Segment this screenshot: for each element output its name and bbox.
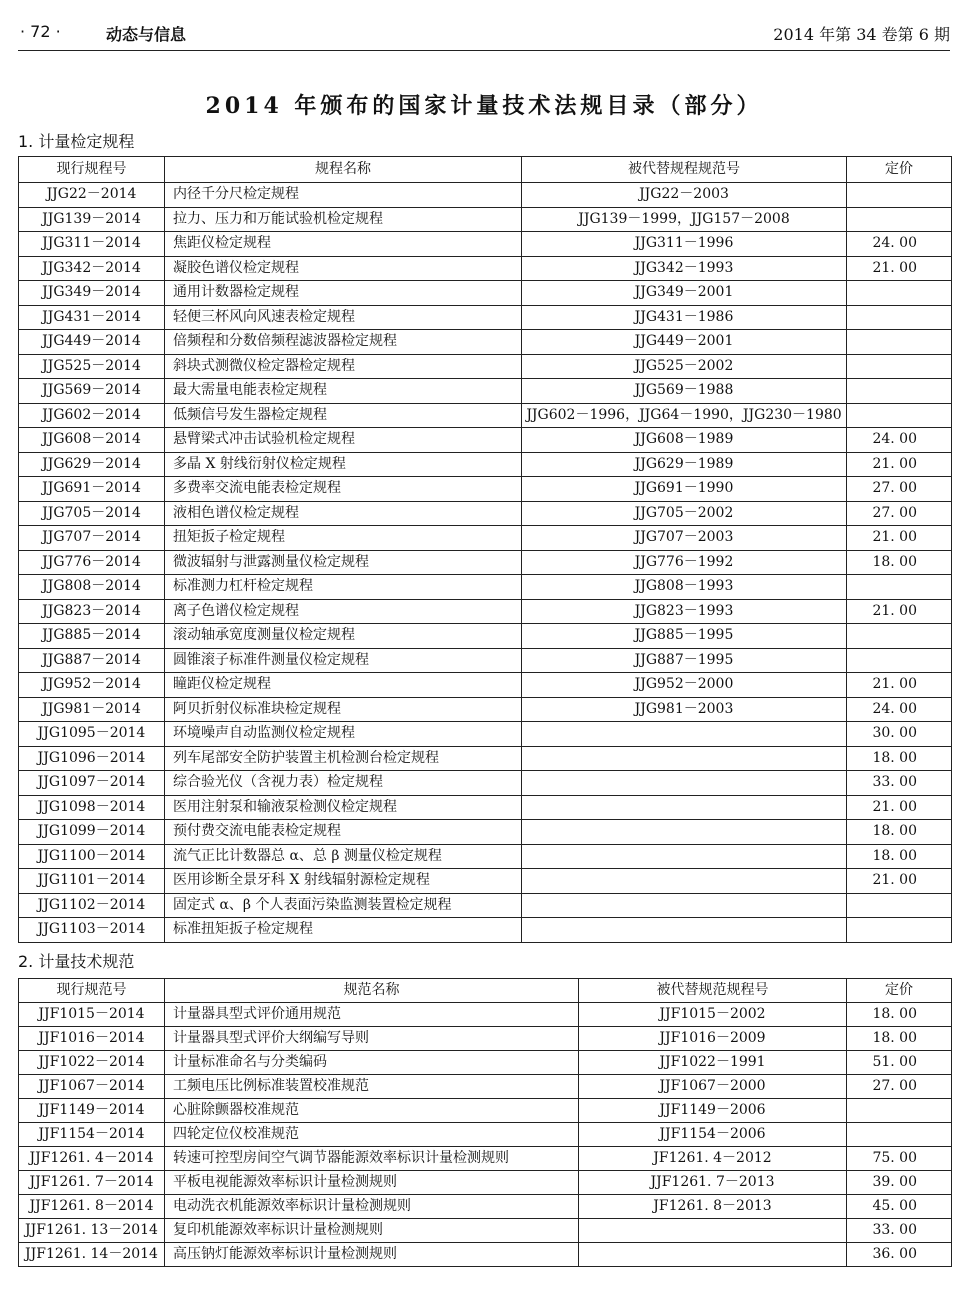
- price-cell: [847, 1123, 952, 1147]
- table-row: [19, 354, 952, 379]
- regulation-number-cell: JJG952－2014: [19, 673, 165, 698]
- replaced-number-cell: JJF1015－2002: [579, 1003, 847, 1027]
- replaced-number-cell: JJG823－1993: [522, 599, 847, 624]
- table-row: [19, 869, 952, 894]
- table-row: [19, 477, 952, 502]
- table-row: [19, 330, 952, 355]
- replaced-number-cell: [579, 1243, 847, 1267]
- table-row: [19, 1027, 952, 1051]
- price-cell: [847, 281, 952, 306]
- regulation-name-cell: 最大需量电能表检定规程: [165, 379, 522, 404]
- table-row: [19, 844, 952, 869]
- replaced-number-cell: [522, 893, 847, 918]
- table-row: [19, 918, 952, 943]
- regulation-number-cell: JJG1101－2014: [19, 869, 165, 894]
- table-row: [19, 256, 952, 281]
- table-row: [19, 1171, 952, 1195]
- replaced-number-cell: [522, 771, 847, 796]
- table-row: [19, 1243, 952, 1267]
- replaced-number-cell: [522, 746, 847, 771]
- regulation-name-cell: 焦距仪检定规程: [165, 232, 522, 257]
- regulation-number-cell: JJF1261. 13－2014: [19, 1219, 165, 1243]
- regulation-name-cell: 拉力、压力和万能试验机检定规程: [165, 207, 522, 232]
- column-header: 定价: [847, 157, 952, 183]
- regulation-name-cell: 医用诊断全景牙科 X 射线辐射源检定规程: [165, 869, 522, 894]
- table-header-row: [19, 979, 952, 1003]
- table-header-row: [19, 157, 952, 183]
- price-cell: [847, 575, 952, 600]
- regulation-name-cell: 电动洗衣机能源效率标识计量检测规则: [165, 1195, 579, 1219]
- price-cell: 18. 00: [847, 550, 952, 575]
- price-cell: 21. 00: [847, 869, 952, 894]
- regulation-name-cell: 液相色谱仪检定规程: [165, 501, 522, 526]
- replaced-number-cell: JJG139－1999，JJG157－2008: [522, 207, 847, 232]
- price-cell: 39. 00: [847, 1171, 952, 1195]
- price-cell: 18. 00: [847, 746, 952, 771]
- regulation-name-cell: 工频电压比例标准装置校准规范: [165, 1075, 579, 1099]
- replaced-number-cell: JJG887－1995: [522, 648, 847, 673]
- price-cell: 27. 00: [847, 1075, 952, 1099]
- replaced-number-cell: JF1261. 4－2012: [579, 1147, 847, 1171]
- regulation-name-cell: 列车尾部安全防护装置主机检测台检定规程: [165, 746, 522, 771]
- regulation-number-cell: JJG823－2014: [19, 599, 165, 624]
- regulation-name-cell: 轻便三杯风向风速表检定规程: [165, 305, 522, 330]
- replaced-number-cell: JJG705－2002: [522, 501, 847, 526]
- price-cell: 24. 00: [847, 697, 952, 722]
- regulation-number-cell: JJG707－2014: [19, 526, 165, 551]
- table-row: [19, 428, 952, 453]
- page-title: 2014 年颁布的国家计量技术法规目录（部分）: [205, 93, 763, 119]
- table-row: [19, 673, 952, 698]
- replaced-number-cell: [579, 1219, 847, 1243]
- replaced-number-cell: JJG342－1993: [522, 256, 847, 281]
- regulation-number-cell: JJG1100－2014: [19, 844, 165, 869]
- column-header: 现行规程号: [19, 157, 165, 183]
- table-row: [19, 1075, 952, 1099]
- regulation-name-cell: 多费率交流电能表检定规程: [165, 477, 522, 502]
- replaced-number-cell: JF1261. 8－2013: [579, 1195, 847, 1219]
- regulation-number-cell: JJG808－2014: [19, 575, 165, 600]
- regulation-name-cell: 固定式 α、β 个人表面污染监测装置检定规程: [165, 893, 522, 918]
- replaced-number-cell: JJF1149－2006: [579, 1099, 847, 1123]
- table-row: [19, 746, 952, 771]
- regulation-number-cell: JJG1096－2014: [19, 746, 165, 771]
- replaced-number-cell: JJG691－1990: [522, 477, 847, 502]
- table-row: [19, 1123, 952, 1147]
- price-cell: 27. 00: [847, 501, 952, 526]
- regulation-number-cell: JJG1103－2014: [19, 918, 165, 943]
- regulation-name-cell: 离子色谱仪检定规程: [165, 599, 522, 624]
- column-header: 规程名称: [165, 157, 522, 183]
- regulation-number-cell: JJG1099－2014: [19, 820, 165, 845]
- regulation-name-cell: 多晶 X 射线衍射仪检定规程: [165, 452, 522, 477]
- table-row: [19, 232, 952, 257]
- price-cell: 21. 00: [847, 673, 952, 698]
- replaced-number-cell: JJG952－2000: [522, 673, 847, 698]
- regulation-name-cell: 斜块式测微仪检定器检定规程: [165, 354, 522, 379]
- regulation-name-cell: 四轮定位仪校准规范: [165, 1123, 579, 1147]
- regulation-name-cell: 预付费交流电能表检定规程: [165, 820, 522, 845]
- table-row: [19, 1147, 952, 1171]
- column-header: 定价: [847, 979, 952, 1003]
- technical-specifications-table: [18, 978, 952, 1267]
- section-heading-regulations: 1. 计量检定规程: [18, 132, 135, 151]
- regulation-name-cell: 心脏除颤器校准规范: [165, 1099, 579, 1123]
- regulation-number-cell: JJG1102－2014: [19, 893, 165, 918]
- price-cell: 21. 00: [847, 256, 952, 281]
- replaced-number-cell: JJG629－1989: [522, 452, 847, 477]
- page-header: [18, 18, 950, 51]
- regulation-name-cell: 高压钠灯能源效率标识计量检测规则: [165, 1243, 579, 1267]
- table-row: [19, 1003, 952, 1027]
- table-row: [19, 501, 952, 526]
- price-cell: [847, 379, 952, 404]
- regulation-number-cell: JJF1022－2014: [19, 1051, 165, 1075]
- regulation-name-cell: 凝胶色谱仪检定规程: [165, 256, 522, 281]
- replaced-number-cell: [522, 820, 847, 845]
- regulation-number-cell: JJF1261. 4－2014: [19, 1147, 165, 1171]
- replaced-number-cell: JJG808－1993: [522, 575, 847, 600]
- table-row: [19, 599, 952, 624]
- price-cell: [847, 330, 952, 355]
- price-cell: [847, 648, 952, 673]
- regulation-name-cell: 复印机能源效率标识计量检测规则: [165, 1219, 579, 1243]
- table-row: [19, 575, 952, 600]
- regulation-name-cell: 计量标准命名与分类编码: [165, 1051, 579, 1075]
- table-row: [19, 550, 952, 575]
- column-header: 被代替规程规范号: [522, 157, 847, 183]
- price-cell: 27. 00: [847, 477, 952, 502]
- table-row: [19, 697, 952, 722]
- regulation-name-cell: 平板电视能源效率标识计量检测规则: [165, 1171, 579, 1195]
- price-cell: 21. 00: [847, 795, 952, 820]
- regulation-name-cell: 标准测力杠杆检定规程: [165, 575, 522, 600]
- table-row: [19, 795, 952, 820]
- regulation-number-cell: JJG1098－2014: [19, 795, 165, 820]
- price-cell: 21. 00: [847, 452, 952, 477]
- regulation-name-cell: 综合验光仪（含视力表）检定规程: [165, 771, 522, 796]
- table-row: [19, 1099, 952, 1123]
- table-row: [19, 624, 952, 649]
- price-cell: [847, 893, 952, 918]
- price-cell: [847, 354, 952, 379]
- regulation-number-cell: JJG885－2014: [19, 624, 165, 649]
- replaced-number-cell: JJF1022－1991: [579, 1051, 847, 1075]
- regulation-name-cell: 扭矩扳子检定规程: [165, 526, 522, 551]
- regulation-name-cell: 瞳距仪检定规程: [165, 673, 522, 698]
- replaced-number-cell: JJG449－2001: [522, 330, 847, 355]
- price-cell: [847, 1099, 952, 1123]
- replaced-number-cell: JJG707－2003: [522, 526, 847, 551]
- table-row: [19, 1051, 952, 1075]
- replaced-number-cell: JJG885－1995: [522, 624, 847, 649]
- regulation-number-cell: JJG629－2014: [19, 452, 165, 477]
- replaced-number-cell: JJG525－2002: [522, 354, 847, 379]
- price-cell: 21. 00: [847, 526, 952, 551]
- column-header: 被代替规范规程号: [579, 979, 847, 1003]
- regulation-number-cell: JJG569－2014: [19, 379, 165, 404]
- replaced-number-cell: JJF1261. 7－2013: [579, 1171, 847, 1195]
- column-header: 现行规范号: [19, 979, 165, 1003]
- table-row: [19, 1195, 952, 1219]
- regulation-number-cell: JJG139－2014: [19, 207, 165, 232]
- replaced-number-cell: JJG602－1996，JJG64－1990，JJG230－1980: [522, 403, 847, 428]
- regulation-number-cell: JJG602－2014: [19, 403, 165, 428]
- replaced-number-cell: JJG981－2003: [522, 697, 847, 722]
- regulation-name-cell: 滚动轴承宽度测量仪检定规程: [165, 624, 522, 649]
- replaced-number-cell: [522, 869, 847, 894]
- regulation-name-cell: 流气正比计数器总 α、总 β 测量仪检定规程: [165, 844, 522, 869]
- regulation-number-cell: JJG776－2014: [19, 550, 165, 575]
- regulation-number-cell: JJG1097－2014: [19, 771, 165, 796]
- regulation-number-cell: JJF1261. 7－2014: [19, 1171, 165, 1195]
- table-row: [19, 1219, 952, 1243]
- regulation-number-cell: JJF1261. 14－2014: [19, 1243, 165, 1267]
- regulation-name-cell: 倍频程和分数倍频程滤波器检定规程: [165, 330, 522, 355]
- regulation-number-cell: JJF1261. 8－2014: [19, 1195, 165, 1219]
- replaced-number-cell: JJG776－1992: [522, 550, 847, 575]
- replaced-number-cell: JJF1067－2000: [579, 1075, 847, 1099]
- table-row: [19, 526, 952, 551]
- table-row: [19, 379, 952, 404]
- price-cell: [847, 207, 952, 232]
- price-cell: [847, 183, 952, 208]
- replaced-number-cell: [522, 795, 847, 820]
- table-row: [19, 207, 952, 232]
- regulation-name-cell: 环境噪声自动监测仪检定规程: [165, 722, 522, 747]
- regulation-number-cell: JJF1067－2014: [19, 1075, 165, 1099]
- regulation-number-cell: JJG981－2014: [19, 697, 165, 722]
- verification-regulations-table: [18, 156, 952, 943]
- table-row: [19, 183, 952, 208]
- replaced-number-cell: [522, 722, 847, 747]
- regulation-name-cell: 转速可控型房间空气调节器能源效率标识计量检测规则: [165, 1147, 579, 1171]
- regulation-name-cell: 计量器具型式评价大纲编写导则: [165, 1027, 579, 1051]
- replaced-number-cell: JJF1016－2009: [579, 1027, 847, 1051]
- regulation-number-cell: JJF1016－2014: [19, 1027, 165, 1051]
- regulation-number-cell: JJG608－2014: [19, 428, 165, 453]
- price-cell: 18. 00: [847, 820, 952, 845]
- replaced-number-cell: JJG431－1986: [522, 305, 847, 330]
- table-row: [19, 893, 952, 918]
- regulation-name-cell: 圆锥滚子标准件测量仪检定规程: [165, 648, 522, 673]
- price-cell: 24. 00: [847, 232, 952, 257]
- price-cell: 18. 00: [847, 1027, 952, 1051]
- price-cell: 18. 00: [847, 844, 952, 869]
- regulation-number-cell: JJF1015－2014: [19, 1003, 165, 1027]
- price-cell: [847, 305, 952, 330]
- regulation-name-cell: 标准扭矩扳子检定规程: [165, 918, 522, 943]
- price-cell: 21. 00: [847, 599, 952, 624]
- replaced-number-cell: [522, 918, 847, 943]
- regulation-number-cell: JJG22－2014: [19, 183, 165, 208]
- replaced-number-cell: JJG608－1989: [522, 428, 847, 453]
- section-heading-specifications: 2. 计量技术规范: [18, 952, 135, 971]
- table-row: [19, 771, 952, 796]
- issue-info: 2014 年第 34 卷第 6 期: [773, 25, 950, 44]
- replaced-number-cell: JJG569－1988: [522, 379, 847, 404]
- price-cell: [847, 403, 952, 428]
- regulation-number-cell: JJG342－2014: [19, 256, 165, 281]
- replaced-number-cell: JJG311－1996: [522, 232, 847, 257]
- regulation-number-cell: JJG691－2014: [19, 477, 165, 502]
- price-cell: 24. 00: [847, 428, 952, 453]
- price-cell: 36. 00: [847, 1243, 952, 1267]
- table-row: [19, 820, 952, 845]
- regulation-number-cell: JJG705－2014: [19, 501, 165, 526]
- regulation-number-cell: JJG525－2014: [19, 354, 165, 379]
- column-name: 动态与信息: [106, 25, 187, 44]
- regulation-name-cell: 微波辐射与泄露测量仪检定规程: [165, 550, 522, 575]
- regulation-number-cell: JJG1095－2014: [19, 722, 165, 747]
- page-number: · 72 ·: [20, 22, 61, 41]
- price-cell: [847, 918, 952, 943]
- replaced-number-cell: [522, 844, 847, 869]
- regulation-number-cell: JJG311－2014: [19, 232, 165, 257]
- price-cell: 33. 00: [847, 771, 952, 796]
- replaced-number-cell: JJG22－2003: [522, 183, 847, 208]
- price-cell: 45. 00: [847, 1195, 952, 1219]
- price-cell: 18. 00: [847, 1003, 952, 1027]
- regulation-name-cell: 计量器具型式评价通用规范: [165, 1003, 579, 1027]
- price-cell: 75. 00: [847, 1147, 952, 1171]
- table-row: [19, 281, 952, 306]
- regulation-number-cell: JJF1149－2014: [19, 1099, 165, 1123]
- table-row: [19, 403, 952, 428]
- price-cell: 30. 00: [847, 722, 952, 747]
- replaced-number-cell: JJG349－2001: [522, 281, 847, 306]
- regulation-number-cell: JJG431－2014: [19, 305, 165, 330]
- regulation-number-cell: JJG449－2014: [19, 330, 165, 355]
- regulation-number-cell: JJG349－2014: [19, 281, 165, 306]
- table-row: [19, 648, 952, 673]
- price-cell: [847, 624, 952, 649]
- regulation-number-cell: JJF1154－2014: [19, 1123, 165, 1147]
- regulation-name-cell: 阿贝折射仪标准块检定规程: [165, 697, 522, 722]
- table-row: [19, 452, 952, 477]
- regulation-name-cell: 低频信号发生器检定规程: [165, 403, 522, 428]
- regulation-number-cell: JJG887－2014: [19, 648, 165, 673]
- replaced-number-cell: JJF1154－2006: [579, 1123, 847, 1147]
- table-row: [19, 305, 952, 330]
- regulation-name-cell: 悬臂梁式冲击试验机检定规程: [165, 428, 522, 453]
- regulation-name-cell: 内径千分尺检定规程: [165, 183, 522, 208]
- regulation-name-cell: 通用计数器检定规程: [165, 281, 522, 306]
- price-cell: 51. 00: [847, 1051, 952, 1075]
- column-header: 规范名称: [165, 979, 579, 1003]
- price-cell: 33. 00: [847, 1219, 952, 1243]
- regulation-name-cell: 医用注射泵和输液泵检测仪检定规程: [165, 795, 522, 820]
- table-row: [19, 722, 952, 747]
